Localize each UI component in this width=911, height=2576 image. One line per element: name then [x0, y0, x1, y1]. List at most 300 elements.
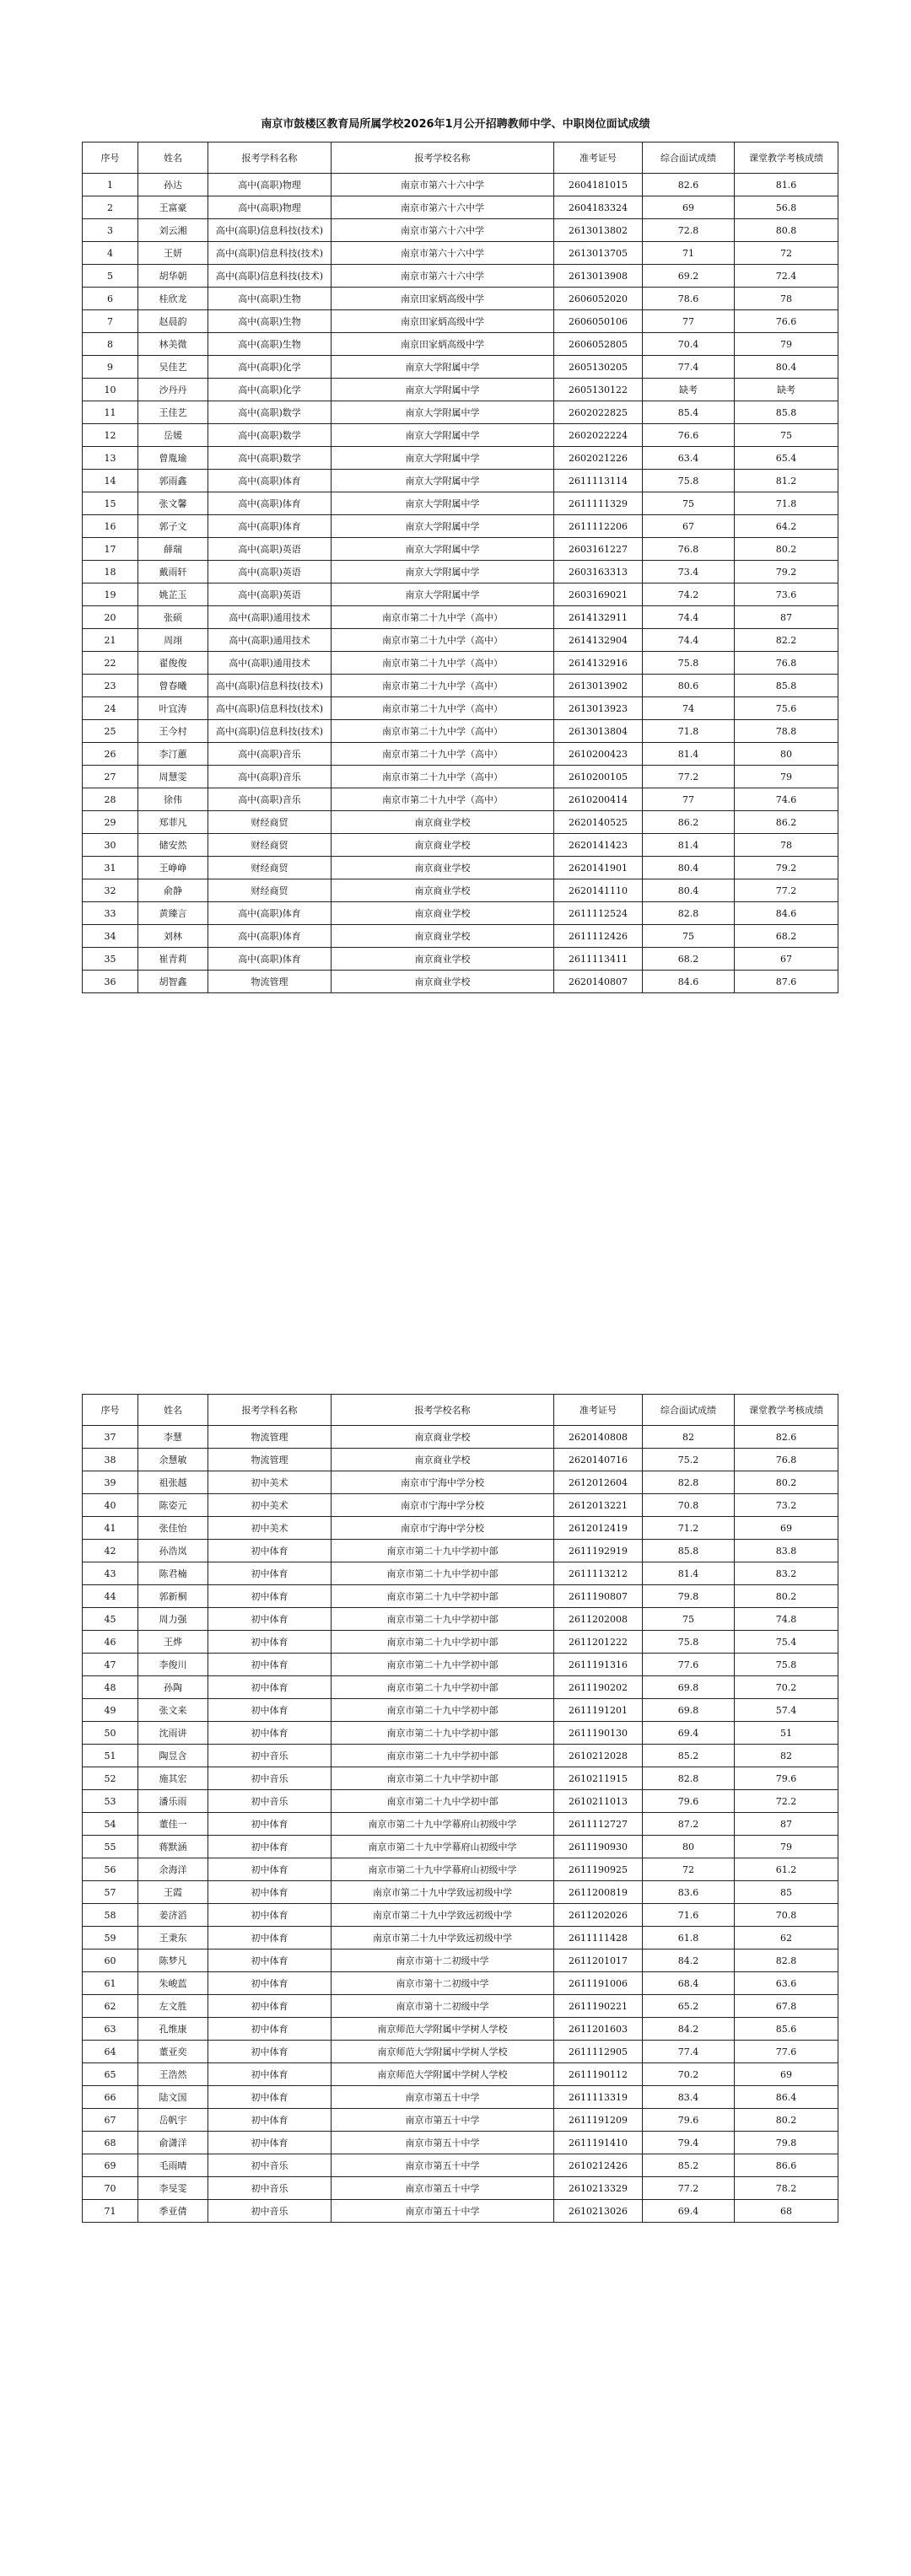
- table-cell: 79: [735, 766, 838, 788]
- table-row: [83, 2200, 838, 2223]
- table-cell: 36: [83, 971, 138, 993]
- table-cell: 81.4: [643, 834, 735, 857]
- table-cell: 初中体育: [208, 1608, 332, 1631]
- table-cell: 董亚奕: [138, 2041, 208, 2063]
- table-cell: 68.2: [643, 948, 735, 971]
- table-row: [83, 561, 838, 583]
- table-row: [83, 470, 838, 492]
- table-cell: 86.4: [735, 2086, 838, 2109]
- table-cell: 王今村: [138, 720, 208, 743]
- table-cell: 高中(高职)物理: [208, 196, 332, 219]
- table-cell: 2604181015: [554, 174, 643, 196]
- table-cell: 75.8: [735, 1654, 838, 1676]
- table-cell: 2610200105: [554, 766, 643, 788]
- table-cell: 缺考: [643, 379, 735, 401]
- table-cell: 初中美术: [208, 1471, 332, 1494]
- table-cell: 46: [83, 1631, 138, 1654]
- table-cell: 高中(高职)信息科技(技术): [208, 675, 332, 697]
- table-cell: 80.2: [735, 1585, 838, 1608]
- table-cell: 82: [735, 1745, 838, 1767]
- table-cell: 73.4: [643, 561, 735, 583]
- table-cell: 南京市第六十六中学: [332, 219, 554, 242]
- table-cell: 曾春曦: [138, 675, 208, 697]
- table-cell: 2614132916: [554, 652, 643, 675]
- table-cell: 2611112905: [554, 2041, 643, 2063]
- table-cell: 2610213026: [554, 2200, 643, 2223]
- header-cell: 课堂教学考核成绩: [735, 143, 838, 174]
- table-cell: 高中(高职)体育: [208, 948, 332, 971]
- table-row: [83, 925, 838, 948]
- table-cell: 初中体育: [208, 1631, 332, 1654]
- table-cell: 南京市第二十九中学（高中）: [332, 743, 554, 766]
- table-cell: 初中美术: [208, 1494, 332, 1517]
- table-cell: 张硕: [138, 606, 208, 629]
- table-row: [83, 720, 838, 743]
- table-row: [83, 242, 838, 265]
- table-cell: 24: [83, 697, 138, 720]
- table-cell: 南京商业学校: [332, 1449, 554, 1471]
- table-cell: 南京大学附属中学: [332, 447, 554, 470]
- table-cell: 南京大学附属中学: [332, 538, 554, 561]
- table-cell: 祖张越: [138, 1471, 208, 1494]
- table-cell: 李慧: [138, 1426, 208, 1449]
- table-header-row: [83, 143, 838, 174]
- table-cell: 南京市第二十九中学（高中）: [332, 720, 554, 743]
- table-cell: 余海洋: [138, 1858, 208, 1881]
- table-cell: 高中(高职)信息科技(技术): [208, 219, 332, 242]
- table-cell: 74.2: [643, 583, 735, 606]
- table-cell: 财经商贸: [208, 811, 332, 834]
- table-cell: 69.4: [643, 1722, 735, 1745]
- table-cell: 2611202026: [554, 1904, 643, 1927]
- table-cell: 56: [83, 1858, 138, 1881]
- table-cell: 86.2: [643, 811, 735, 834]
- table-cell: 31: [83, 857, 138, 879]
- table-cell: 40: [83, 1494, 138, 1517]
- table-cell: 10: [83, 379, 138, 401]
- table-cell: 84.2: [643, 2018, 735, 2041]
- header-cell: 准考证号: [554, 1395, 643, 1426]
- table-cell: 50: [83, 1722, 138, 1745]
- table-row: [83, 1699, 838, 1722]
- table-cell: 2610211013: [554, 1790, 643, 1813]
- table-cell: 86.2: [735, 811, 838, 834]
- table-cell: 南京市第十二初级中学: [332, 1949, 554, 1972]
- table-cell: 高中(高职)数学: [208, 401, 332, 424]
- table-cell: 南京商业学校: [332, 971, 554, 993]
- table-cell: 85.8: [643, 1540, 735, 1562]
- table-cell: 2611111329: [554, 492, 643, 515]
- table-cell: 初中音乐: [208, 1767, 332, 1790]
- table-cell: 高中(高职)物理: [208, 174, 332, 196]
- table-cell: 南京市第六十六中学: [332, 265, 554, 288]
- table-cell: 南京大学附属中学: [332, 492, 554, 515]
- table-cell: 2620141110: [554, 879, 643, 902]
- table-cell: 薛瑞: [138, 538, 208, 561]
- table-cell: 69.4: [643, 2200, 735, 2223]
- table-cell: 南京市第二十九中学（高中）: [332, 652, 554, 675]
- table-cell: 高中(高职)体育: [208, 492, 332, 515]
- table-cell: 41: [83, 1517, 138, 1540]
- table-cell: 71.8: [643, 720, 735, 743]
- table-cell: 77.4: [643, 356, 735, 379]
- table-cell: 南京市第二十九中学初中部: [332, 1631, 554, 1654]
- table-cell: 76.8: [643, 538, 735, 561]
- table-cell: 11: [83, 401, 138, 424]
- table-cell: 68: [83, 2132, 138, 2154]
- table-row: [83, 447, 838, 470]
- table-cell: 80.4: [643, 857, 735, 879]
- table-cell: 79: [735, 1836, 838, 1858]
- table-cell: 80.8: [735, 219, 838, 242]
- table-cell: 南京市第五十中学: [332, 2200, 554, 2223]
- header-cell: 序号: [83, 1395, 138, 1426]
- table-cell: 王烨: [138, 1631, 208, 1654]
- table-cell: 初中体育: [208, 1562, 332, 1585]
- table-cell: 2611111428: [554, 1927, 643, 1949]
- header-cell: 姓名: [138, 1395, 208, 1426]
- table-cell: 32: [83, 879, 138, 902]
- table-cell: 高中(高职)体育: [208, 902, 332, 925]
- table-cell: 2602022825: [554, 401, 643, 424]
- table-row: [83, 288, 838, 310]
- table-cell: 高中(高职)英语: [208, 561, 332, 583]
- table-cell: 王浩然: [138, 2063, 208, 2086]
- table-cell: 王霞: [138, 1881, 208, 1904]
- table-cell: 高中(高职)通用技术: [208, 629, 332, 652]
- table-row: [83, 356, 838, 379]
- table-cell: 2611112524: [554, 902, 643, 925]
- table-cell: 南京市第二十九中学初中部: [332, 1790, 554, 1813]
- table-cell: 51: [735, 1722, 838, 1745]
- table-cell: 姜济滔: [138, 1904, 208, 1927]
- table-cell: 刘云湘: [138, 219, 208, 242]
- table-cell: 初中音乐: [208, 2177, 332, 2200]
- table-cell: 21: [83, 629, 138, 652]
- table-cell: 林美微: [138, 333, 208, 356]
- table-cell: 2606052805: [554, 333, 643, 356]
- table-row: [83, 629, 838, 652]
- table-row: [83, 538, 838, 561]
- table-cell: 毛雨晴: [138, 2154, 208, 2177]
- table-cell: 87: [735, 606, 838, 629]
- table-row: [83, 1995, 838, 2018]
- header-cell: 课堂教学考核成绩: [735, 1395, 838, 1426]
- table-cell: 57: [83, 1881, 138, 1904]
- table-cell: 初中体育: [208, 1699, 332, 1722]
- table-cell: 李旻雯: [138, 2177, 208, 2200]
- table-row: [83, 2109, 838, 2132]
- table-cell: 69.8: [643, 1676, 735, 1699]
- table-cell: 2610212426: [554, 2154, 643, 2177]
- table-cell: 南京市宁海中学分校: [332, 1494, 554, 1517]
- table-cell: 9: [83, 356, 138, 379]
- table-cell: 南京市第二十九中学初中部: [332, 1585, 554, 1608]
- table-cell: 初中音乐: [208, 2154, 332, 2177]
- table-cell: 初中体育: [208, 2109, 332, 2132]
- table-cell: 初中体育: [208, 1836, 332, 1858]
- header-cell: 报考学科名称: [208, 1395, 332, 1426]
- table-cell: 76.8: [735, 652, 838, 675]
- table-cell: 南京大学附属中学: [332, 515, 554, 538]
- table-cell: 南京市第二十九中学致远初级中学: [332, 1881, 554, 1904]
- table-cell: 2611192919: [554, 1540, 643, 1562]
- table-cell: 高中(高职)体育: [208, 470, 332, 492]
- table-cell: 南京市第二十九中学初中部: [332, 1767, 554, 1790]
- table-cell: 2610213329: [554, 2177, 643, 2200]
- table-row: [83, 697, 838, 720]
- table-cell: 南京商业学校: [332, 834, 554, 857]
- table-cell: 2620141423: [554, 834, 643, 857]
- table-cell: 郭子文: [138, 515, 208, 538]
- table-cell: 南京大学附属中学: [332, 561, 554, 583]
- header-cell: 序号: [83, 143, 138, 174]
- table-cell: 张文馨: [138, 492, 208, 515]
- table-cell: 79.8: [643, 1585, 735, 1608]
- table-cell: 俞静: [138, 879, 208, 902]
- table-cell: 81.4: [643, 743, 735, 766]
- table-cell: 初中体育: [208, 1858, 332, 1881]
- table-cell: 2: [83, 196, 138, 219]
- table-cell: 施其宏: [138, 1767, 208, 1790]
- table-cell: 18: [83, 561, 138, 583]
- table-cell: 2605130205: [554, 356, 643, 379]
- table-row: [83, 310, 838, 333]
- table-cell: 85.2: [643, 2154, 735, 2177]
- table-cell: 33: [83, 902, 138, 925]
- table-cell: 38: [83, 1449, 138, 1471]
- table-row: [83, 971, 838, 993]
- table-cell: 张文来: [138, 1699, 208, 1722]
- table-cell: 54: [83, 1813, 138, 1836]
- table-row: [83, 424, 838, 447]
- table-cell: 郭新桐: [138, 1585, 208, 1608]
- table-cell: 南京市第十二初级中学: [332, 1995, 554, 2018]
- table-cell: 72: [735, 242, 838, 265]
- table-cell: 87.6: [735, 971, 838, 993]
- table-cell: 85.2: [643, 1745, 735, 1767]
- table-cell: 81.4: [643, 1562, 735, 1585]
- table-cell: 南京商业学校: [332, 857, 554, 879]
- table-cell: 60: [83, 1949, 138, 1972]
- table-cell: 2611191316: [554, 1654, 643, 1676]
- table-cell: 2606052020: [554, 288, 643, 310]
- table-cell: 南京大学附属中学: [332, 356, 554, 379]
- table-cell: 84.2: [643, 1949, 735, 1972]
- table-cell: 8: [83, 333, 138, 356]
- table-cell: 19: [83, 583, 138, 606]
- table-cell: 69: [83, 2154, 138, 2177]
- table-cell: 74.4: [643, 629, 735, 652]
- table-cell: 71.8: [735, 492, 838, 515]
- table-cell: 66: [83, 2086, 138, 2109]
- table-cell: 南京商业学校: [332, 879, 554, 902]
- table-cell: 曾胤瑜: [138, 447, 208, 470]
- table-row: [83, 333, 838, 356]
- table-cell: 2603169021: [554, 583, 643, 606]
- table-row: [83, 583, 838, 606]
- table-cell: 周力强: [138, 1608, 208, 1631]
- table-cell: 85.6: [735, 2018, 838, 2041]
- table-cell: 2612012419: [554, 1517, 643, 1540]
- table-cell: 初中体育: [208, 2041, 332, 2063]
- table-cell: 2610200414: [554, 788, 643, 811]
- table-cell: 2611190221: [554, 1995, 643, 2018]
- table-cell: 85: [735, 1881, 838, 1904]
- table-cell: 陈姿元: [138, 1494, 208, 1517]
- table-cell: 35: [83, 948, 138, 971]
- table-cell: 15: [83, 492, 138, 515]
- table-cell: 初中体育: [208, 2063, 332, 2086]
- table-row: [83, 2041, 838, 2063]
- table-cell: 南京商业学校: [332, 811, 554, 834]
- table-cell: 陈梦凡: [138, 1949, 208, 1972]
- table-cell: 63.6: [735, 1972, 838, 1995]
- header-cell: 姓名: [138, 143, 208, 174]
- table-cell: 沈雨讲: [138, 1722, 208, 1745]
- table-cell: 87.2: [643, 1813, 735, 1836]
- table-cell: 孙陶: [138, 1676, 208, 1699]
- table-row: [83, 1927, 838, 1949]
- table-cell: 南京市宁海中学分校: [332, 1517, 554, 1540]
- table-cell: 南京大学附属中学: [332, 583, 554, 606]
- table-row: [83, 652, 838, 675]
- table-cell: 初中体育: [208, 1540, 332, 1562]
- table-cell: 82.8: [643, 1471, 735, 1494]
- table-row: [83, 1767, 838, 1790]
- table-cell: 75.8: [643, 470, 735, 492]
- table-row: [83, 401, 838, 424]
- table-cell: 75: [643, 1608, 735, 1631]
- table-cell: 69: [643, 196, 735, 219]
- table-row: [83, 857, 838, 879]
- table-cell: 6: [83, 288, 138, 310]
- table-cell: 朱峻蓝: [138, 1972, 208, 1995]
- table-cell: 80.4: [735, 356, 838, 379]
- table-cell: 南京市第五十中学: [332, 2177, 554, 2200]
- table-cell: 45: [83, 1608, 138, 1631]
- table-cell: 63.4: [643, 447, 735, 470]
- table-cell: 2611201017: [554, 1949, 643, 1972]
- table-cell: 南京师范大学附属中学树人学校: [332, 2063, 554, 2086]
- table-row: [83, 1881, 838, 1904]
- table-cell: 2603163313: [554, 561, 643, 583]
- table-row: [83, 1540, 838, 1562]
- table-cell: 南京大学附属中学: [332, 424, 554, 447]
- table-cell: 80.6: [643, 675, 735, 697]
- table-cell: 吴佳艺: [138, 356, 208, 379]
- table-cell: 南京田家炳高级中学: [332, 310, 554, 333]
- table-cell: 84.6: [643, 971, 735, 993]
- table-cell: 83.8: [735, 1540, 838, 1562]
- table-cell: 48: [83, 1676, 138, 1699]
- table-cell: 82.6: [643, 174, 735, 196]
- table-cell: 南京市第二十九中学（高中）: [332, 675, 554, 697]
- table-cell: 2606050106: [554, 310, 643, 333]
- table-cell: 72.2: [735, 1790, 838, 1813]
- table-cell: 75.4: [735, 1631, 838, 1654]
- table-cell: 72.4: [735, 265, 838, 288]
- table-cell: 高中(高职)通用技术: [208, 652, 332, 675]
- table-cell: 高中(高职)生物: [208, 333, 332, 356]
- table-cell: 87: [735, 1813, 838, 1836]
- table-cell: 孙浩岚: [138, 1540, 208, 1562]
- table-cell: 南京市第二十九中学幕府山初级中学: [332, 1813, 554, 1836]
- table-cell: 南京市第十二初级中学: [332, 1972, 554, 1995]
- table-cell: 16: [83, 515, 138, 538]
- table-cell: 77.6: [643, 1654, 735, 1676]
- table-cell: 83.4: [643, 2086, 735, 2109]
- table-row: [83, 834, 838, 857]
- table-cell: 77: [643, 788, 735, 811]
- table-cell: 79.6: [643, 1790, 735, 1813]
- table-cell: 69: [735, 2063, 838, 2086]
- table-cell: 2603161227: [554, 538, 643, 561]
- table-cell: 2604183324: [554, 196, 643, 219]
- table-cell: 68.2: [735, 925, 838, 948]
- table-cell: 78.6: [643, 288, 735, 310]
- table-cell: 南京市第五十中学: [332, 2086, 554, 2109]
- table-cell: 39: [83, 1471, 138, 1494]
- table-cell: 初中体育: [208, 2018, 332, 2041]
- table-row: [83, 1904, 838, 1927]
- table-cell: 2613013802: [554, 219, 643, 242]
- table-cell: 高中(高职)信息科技(技术): [208, 265, 332, 288]
- table-cell: 孙达: [138, 174, 208, 196]
- table-header-row: [83, 1395, 838, 1426]
- table-cell: 南京市第二十九中学（高中）: [332, 766, 554, 788]
- table-cell: 61.8: [643, 1927, 735, 1949]
- table-cell: 2620141901: [554, 857, 643, 879]
- table-cell: 2611201222: [554, 1631, 643, 1654]
- table-cell: 23: [83, 675, 138, 697]
- table-cell: 79.4: [643, 2132, 735, 2154]
- header-cell: 准考证号: [554, 143, 643, 174]
- table-cell: 77.2: [735, 879, 838, 902]
- table-cell: 3: [83, 219, 138, 242]
- table-cell: 周翊: [138, 629, 208, 652]
- table-cell: 2612013221: [554, 1494, 643, 1517]
- table-cell: 81.2: [735, 470, 838, 492]
- table-cell: 65.2: [643, 1995, 735, 2018]
- table-cell: 71.2: [643, 1517, 735, 1540]
- table-row: [83, 1745, 838, 1767]
- table-cell: 82.8: [735, 1949, 838, 1972]
- table-cell: 52: [83, 1767, 138, 1790]
- table-cell: 13: [83, 447, 138, 470]
- table-cell: 80.4: [643, 879, 735, 902]
- table-row: [83, 1836, 838, 1858]
- table-cell: 65: [83, 2063, 138, 2086]
- table-row: [83, 379, 838, 401]
- table-cell: 2611191410: [554, 2132, 643, 2154]
- table-cell: 南京师范大学附属中学树人学校: [332, 2041, 554, 2063]
- table-cell: 74.6: [735, 788, 838, 811]
- table-cell: 2611113411: [554, 948, 643, 971]
- table-cell: 南京市第五十中学: [332, 2109, 554, 2132]
- table-cell: 85.8: [735, 675, 838, 697]
- table-cell: 47: [83, 1654, 138, 1676]
- table-cell: 2611113114: [554, 470, 643, 492]
- table-cell: 高中(高职)数学: [208, 424, 332, 447]
- table-cell: 初中体育: [208, 1904, 332, 1927]
- table-cell: 2614132904: [554, 629, 643, 652]
- table-row: [83, 788, 838, 811]
- table-cell: 77.2: [643, 2177, 735, 2200]
- table-cell: 73.6: [735, 583, 838, 606]
- table-cell: 高中(高职)生物: [208, 310, 332, 333]
- table-cell: 58: [83, 1904, 138, 1927]
